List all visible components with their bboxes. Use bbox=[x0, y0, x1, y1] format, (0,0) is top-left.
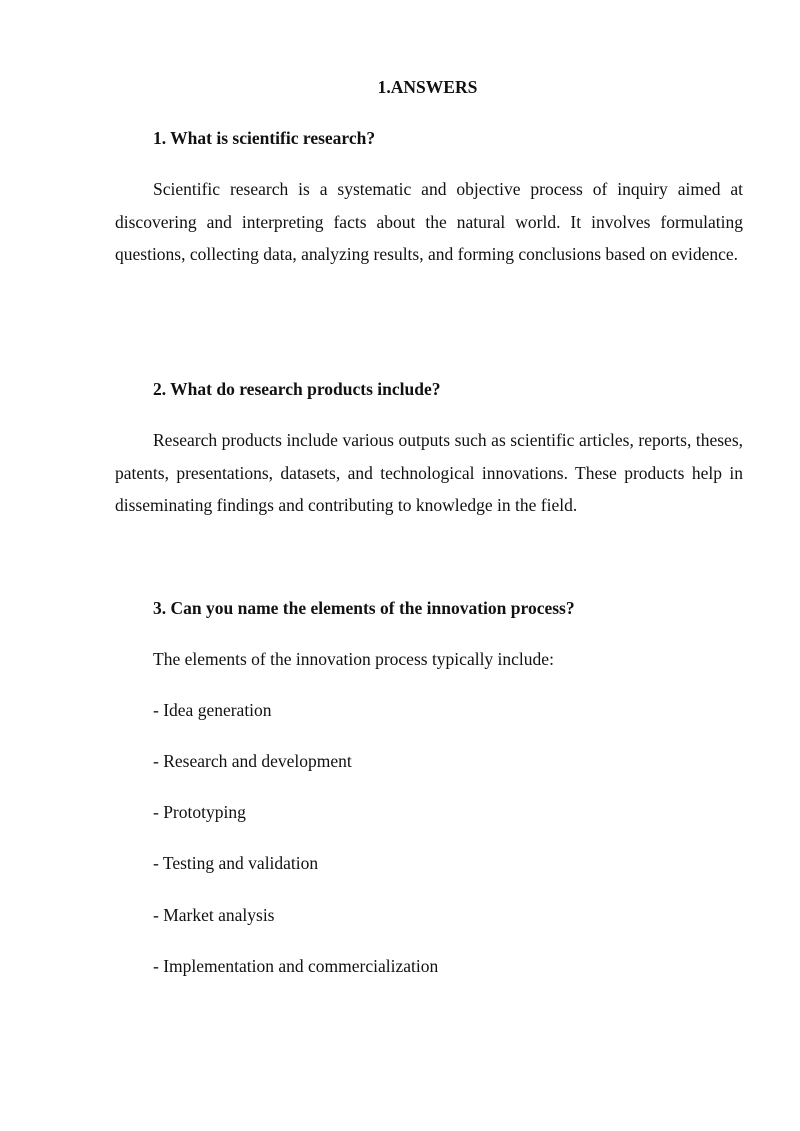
answer-2-paragraph: Research products include various outputs such as scientific articles, reports, theses, patents, presentations, datasets, and technological innovations. These products help in disseminating findings and contributing to knowledge in the field. bbox=[115, 430, 743, 516]
list-item: - Research and development bbox=[153, 751, 352, 771]
answer-1-paragraph: Scientific research is a systematic and objective process of inquiry aimed at discovering and interpreting facts about the natural world. It involves formulating questions, collecting data, analyzing results, and forming conclusions based on evidence. bbox=[115, 179, 743, 265]
question-1-heading: 1. What is scientific research? bbox=[153, 128, 376, 148]
answer-3-intro: The elements of the innovation process typically include: bbox=[153, 649, 554, 669]
list-item: - Testing and validation bbox=[153, 853, 319, 873]
list-item: - Idea generation bbox=[153, 700, 272, 720]
page-title: 1.ANSWERS bbox=[377, 77, 478, 97]
list-item: - Implementation and commercialization bbox=[153, 956, 439, 976]
list-item: - Market analysis bbox=[153, 905, 275, 925]
question-2-heading: 2. What do research products include? bbox=[153, 379, 441, 399]
question-3-heading: 3. Can you name the elements of the innovation process? bbox=[153, 598, 575, 618]
list-item: - Prototyping bbox=[153, 802, 246, 822]
